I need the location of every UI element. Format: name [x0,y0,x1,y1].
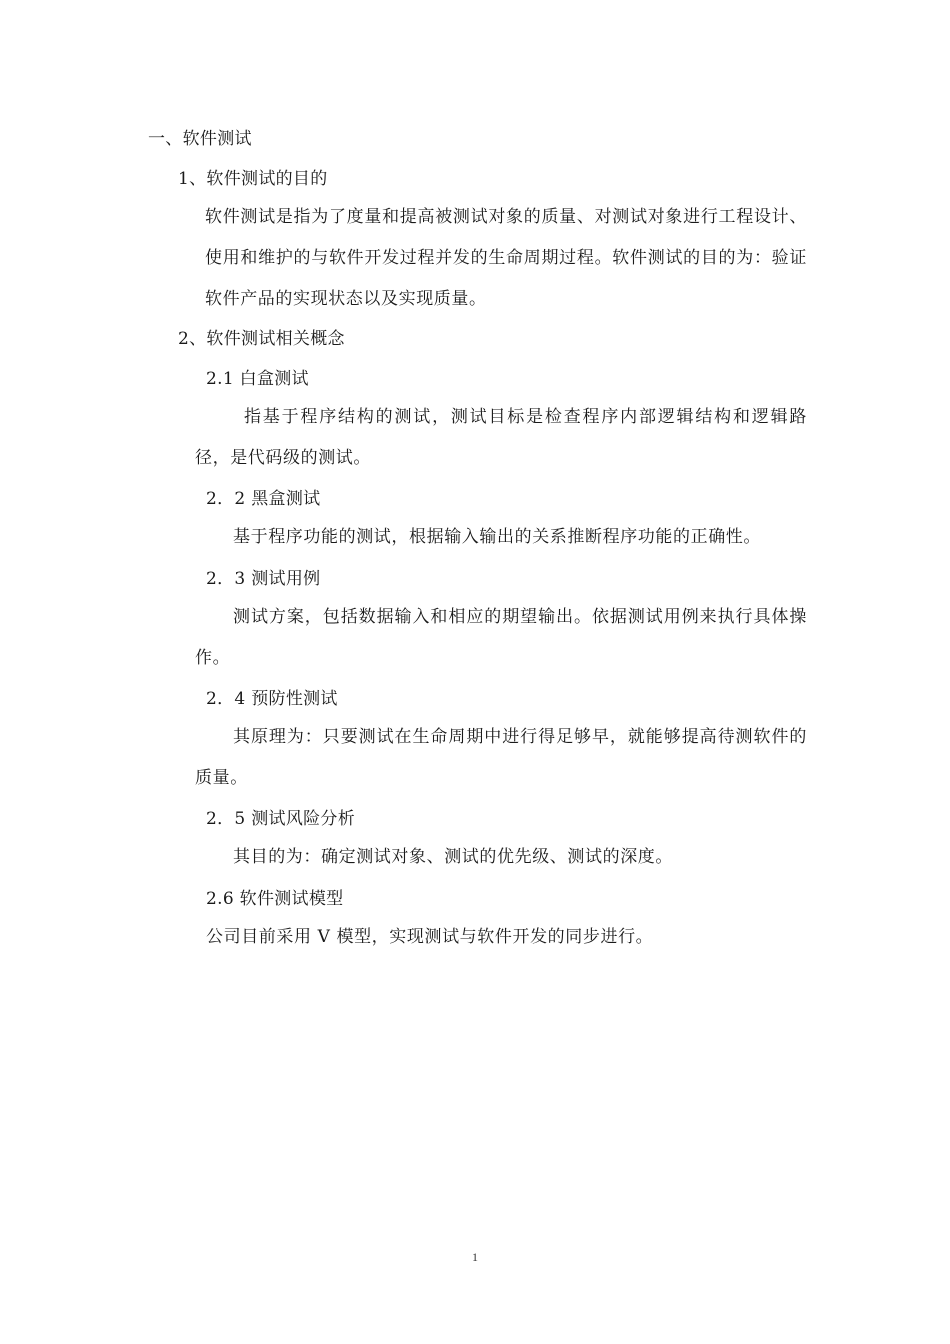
concept-body-risk: 其目的为：确定测试对象、测试的优先级、测试的深度。 [233,847,673,867]
concept-heading-preventive: 2．4 预防性测试 [206,689,338,709]
concept-heading-whitebox: 2.1 白盒测试 [206,369,309,389]
concept-heading-risk: 2．5 测试风险分析 [206,809,356,829]
concept-body-whitebox: 指基于程序结构的测试，测试目标是检查程序内部逻辑结构和逻辑路径，是代码级的测试。 [195,407,807,468]
section-heading: 一、软件测试 [148,129,252,149]
concept-heading-model: 2.6 软件测试模型 [206,889,344,909]
concept-heading-testcase: 2．3 测试用例 [206,569,321,589]
subsection-heading-concepts: 2、软件测试相关概念 [178,329,345,349]
concept-body-testcase: 测试方案，包括数据输入和相应的期望输出。依据测试用例来执行具体操作。 [195,607,807,668]
concept-heading-blackbox: 2．2 黑盒测试 [206,489,321,509]
concept-body-preventive: 其原理为：只要测试在生命周期中进行得足够早，就能够提高待测软件的质量。 [195,727,807,788]
subsection-heading-purpose: 1、软件测试的目的 [178,169,328,189]
concept-body-model: 公司目前采用 V 模型，实现测试与软件开发的同步进行。 [206,927,654,947]
page-number: 1 [472,1250,478,1264]
concept-body-blackbox: 基于程序功能的测试，根据输入输出的关系推断程序功能的正确性。 [233,527,761,547]
purpose-paragraph: 软件测试是指为了度量和提高被测试对象的质量、对测试对象进行工程设计、使用和维护的与软件开发过程并发的生命周期过程。软件测试的目的为：验证软件产品的实现状态以及实现质量。 [205,207,807,309]
